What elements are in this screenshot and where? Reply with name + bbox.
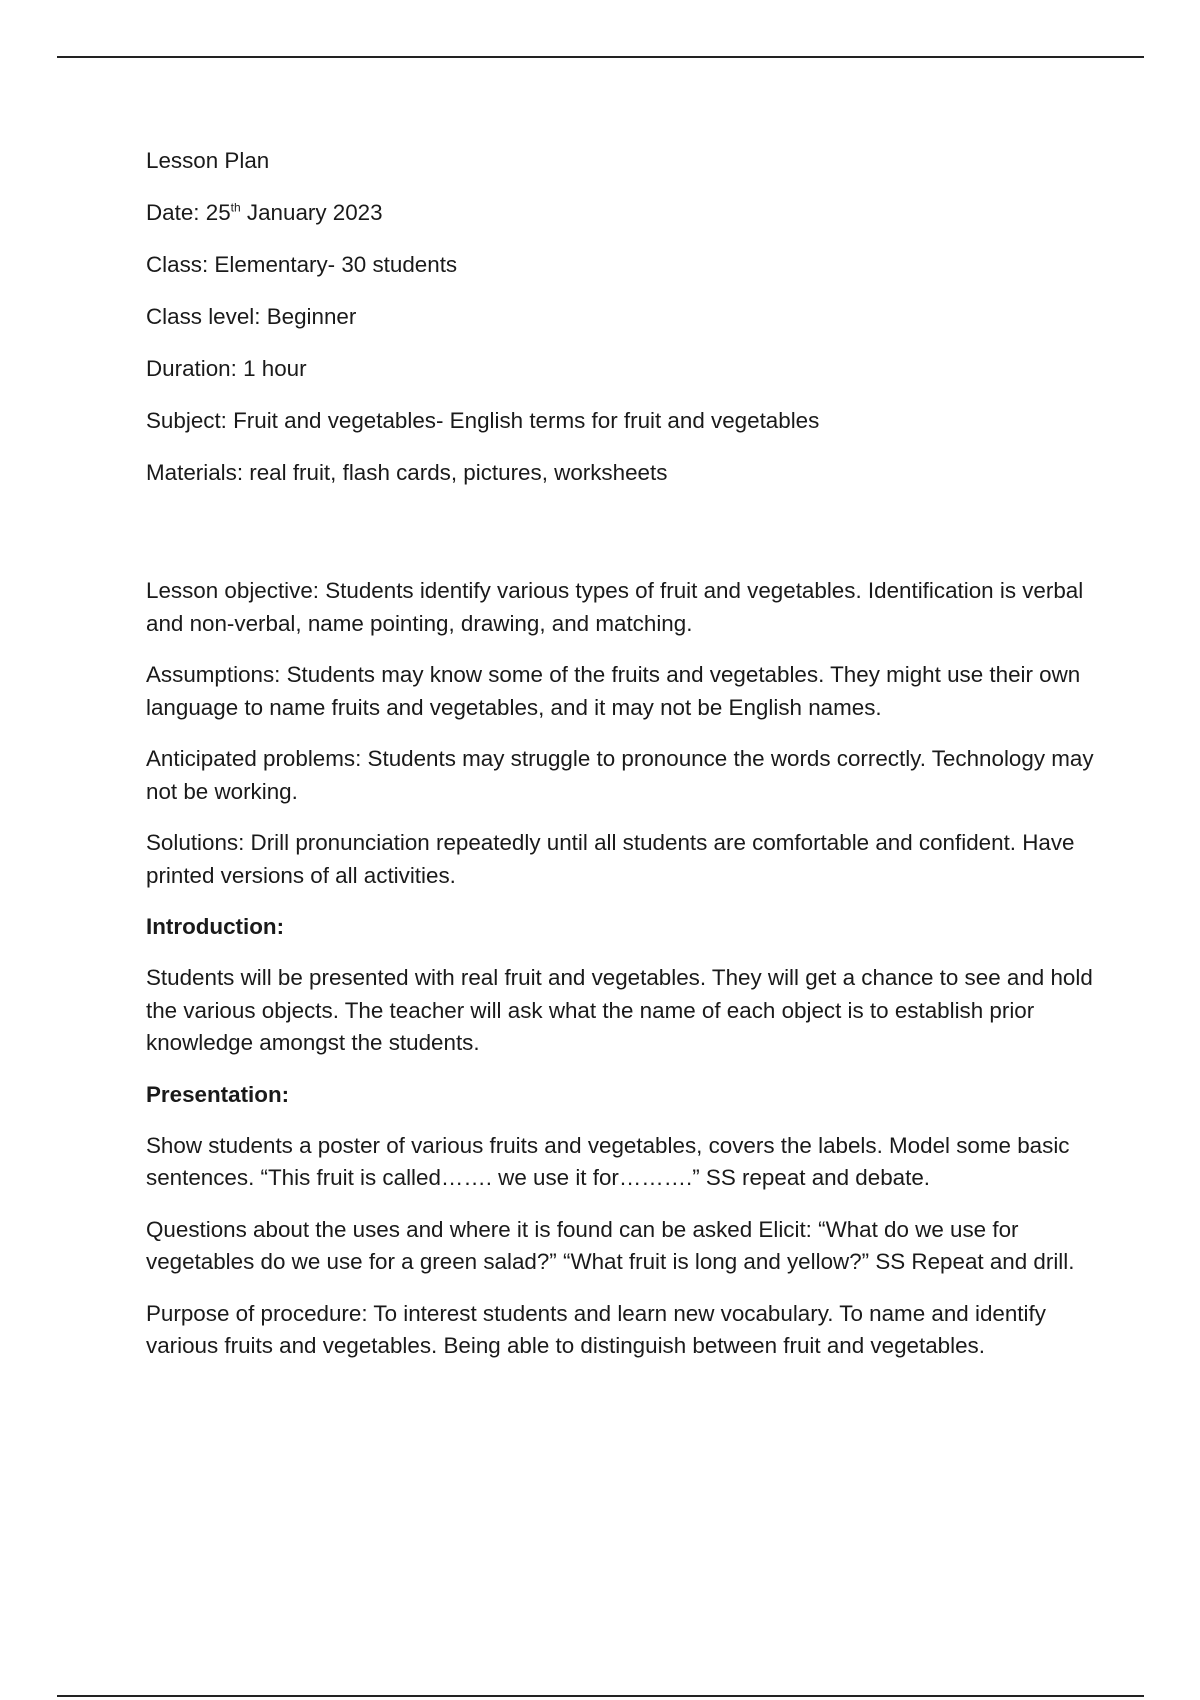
purpose-paragraph: Purpose of procedure: To interest students and learn new vocabulary. To name and identify various fruits and vegetables. Being able to distinguish between fruit and vegetables. [146,1300,1046,1358]
date-rest: January 2023 [240,200,383,225]
top-rule [57,56,1144,58]
solutions-paragraph: Solutions: Drill pronunciation repeatedly until all students are comfortable and confident. Have printed versions of all activities. [146,830,1075,888]
materials-line: Materials: real fruit, flash cards, pictures, worksheets [146,460,668,485]
date-line [146,197,1096,229]
lesson-body [146,575,1096,1363]
class-line: Class: Elementary- 30 students [146,252,458,277]
introduction-paragraph: Students will be presented with real fruit and vegetables. They will get a chance to see and hold the various objects. The teacher will ask what the name of each object is to establish prior knowledge amongst the students. [146,965,1093,1055]
assumptions-paragraph: Assumptions: Students may know some of the fruits and vegetables. They might use their own language to name fruits and vegetables, and it may not be English names. [146,662,1081,720]
anticipated-problems-paragraph: Anticipated problems: Students may struggle to pronounce the words correctly. Technology may not be working. [146,746,1094,804]
subject-line: Subject: Fruit and vegetables- English terms for fruit and vegetables [146,408,820,433]
class-level-line: Class level: Beginner [146,304,357,329]
introduction-heading: Introduction: [146,914,285,939]
presentation-paragraph-1: Show students a poster of various fruits and vegetables, covers the labels. Model some basic sentences. “This fruit is called……. we use it for……….” SS repeat and debate. [146,1132,1070,1190]
bottom-rule [57,1695,1144,1697]
date-suffix: th [230,200,241,215]
lesson-header [146,145,1096,489]
date-label: Date: 25 [146,200,231,225]
duration-line: Duration: 1 hour [146,356,307,381]
presentation-paragraph-2: Questions about the uses and where it is found can be asked Elicit: “What do we use for vegetables do we use for a green salad?” “What fruit is long and yellow?” SS Repeat and drill. [146,1216,1075,1274]
presentation-heading: Presentation: [146,1081,290,1107]
objective-paragraph: Lesson objective: Students identify various types of fruit and vegetables. Identification is verbal and non-verbal, name pointing, drawing, and matching. [146,578,1084,636]
document-title: Lesson Plan [146,148,270,173]
document-page [146,145,1096,1382]
